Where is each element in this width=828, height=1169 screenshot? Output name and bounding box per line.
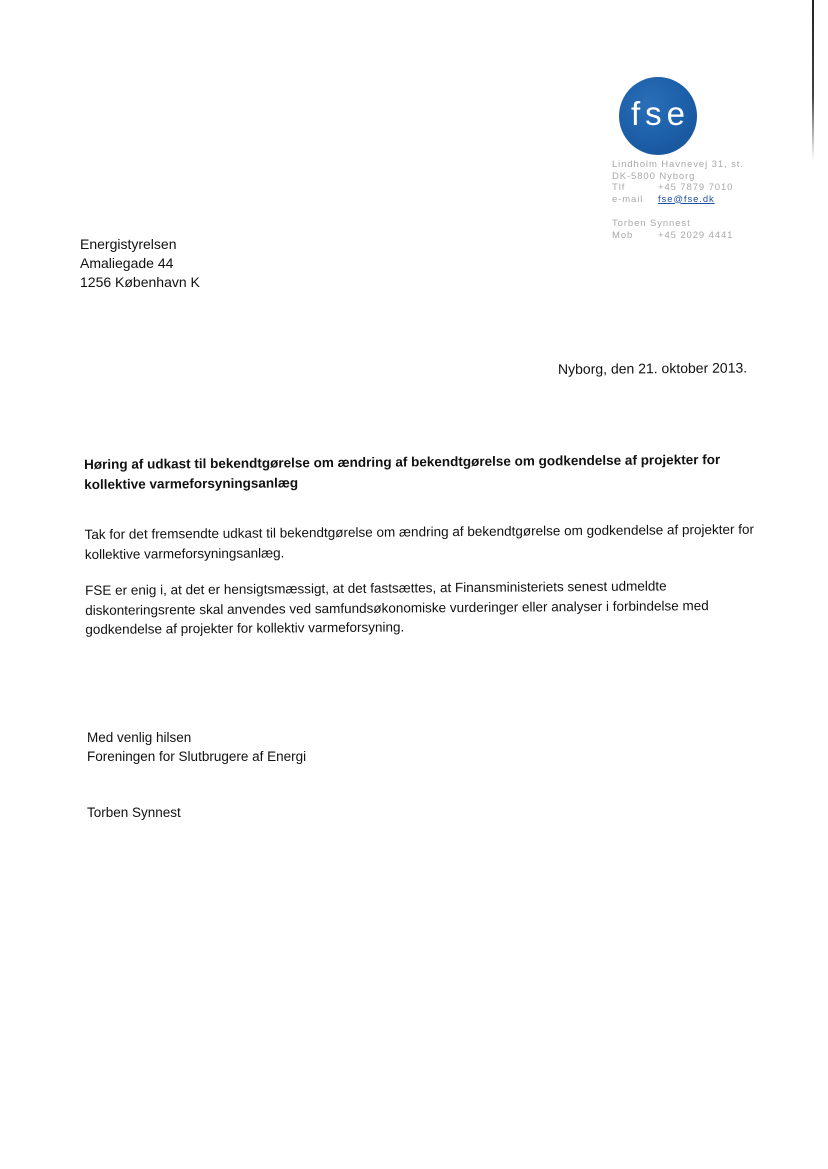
sender-contact-name: Torben Synnest: [612, 218, 691, 229]
recipient-address: [80, 235, 200, 292]
letter-subject: Høring af udkast til bekendtgørelse om ændring af bekendtgørelse om godkendelse af projekter for kollektive varmeforsyningsanlæg: [84, 452, 721, 492]
mobile-number: +45 2029 4441: [658, 229, 734, 241]
closing-organization: Foreningen for Slutbrugere af Energi: [87, 749, 307, 764]
phone-number: +45 7879 7010: [658, 182, 734, 193]
sender-address-line2: DK-5800 Nyborg: [612, 170, 696, 182]
email-label: e-mail: [612, 193, 644, 205]
phone-label: Tlf: [612, 182, 626, 193]
recipient-street: Amaliegade 44: [80, 255, 174, 271]
logo-text: fse: [630, 95, 691, 132]
signature-name: Torben Synnest: [87, 805, 181, 820]
sender-mobile-row: [612, 230, 744, 242]
scan-page-edge: [812, 0, 814, 160]
letter-date: Nyborg, den 21. oktober 2013.: [557, 359, 748, 377]
closing-greeting: Med venlig hilsen: [87, 730, 192, 745]
body-paragraph-2: FSE er enig i, at det er hensigtsmæssigt, at det fastsættes, at Finansministeriets senest udmeldte diskonteringsrente skal anvendes ved samfundsøkonomiske vurderinger eller analyser i forbindelse med godkendelse af projekter for kollektiv varmeforsyning.: [85, 578, 709, 637]
recipient-name: Energistyrelsen: [80, 236, 177, 252]
fse-logo: [619, 77, 697, 155]
email-link[interactable]: fse@fse.dk: [658, 193, 715, 205]
sender-address-line1: Lindholm Havnevej 31, st.: [612, 159, 744, 170]
closing-block: [87, 728, 306, 766]
sender-phone-row: [612, 182, 744, 194]
sender-contact-block: [612, 159, 744, 241]
mobile-label: Mob: [612, 229, 634, 241]
sender-email-row: [612, 194, 744, 206]
body-paragraph-1: Tak for det fremsendte udkast til bekendtgørelse om ændring af bekendtgørelse om godkendelse af projekter for kollektive varmeforsyningsanlæg.: [84, 521, 755, 562]
letter-body: [84, 450, 755, 640]
recipient-city: 1256 København K: [80, 274, 200, 290]
